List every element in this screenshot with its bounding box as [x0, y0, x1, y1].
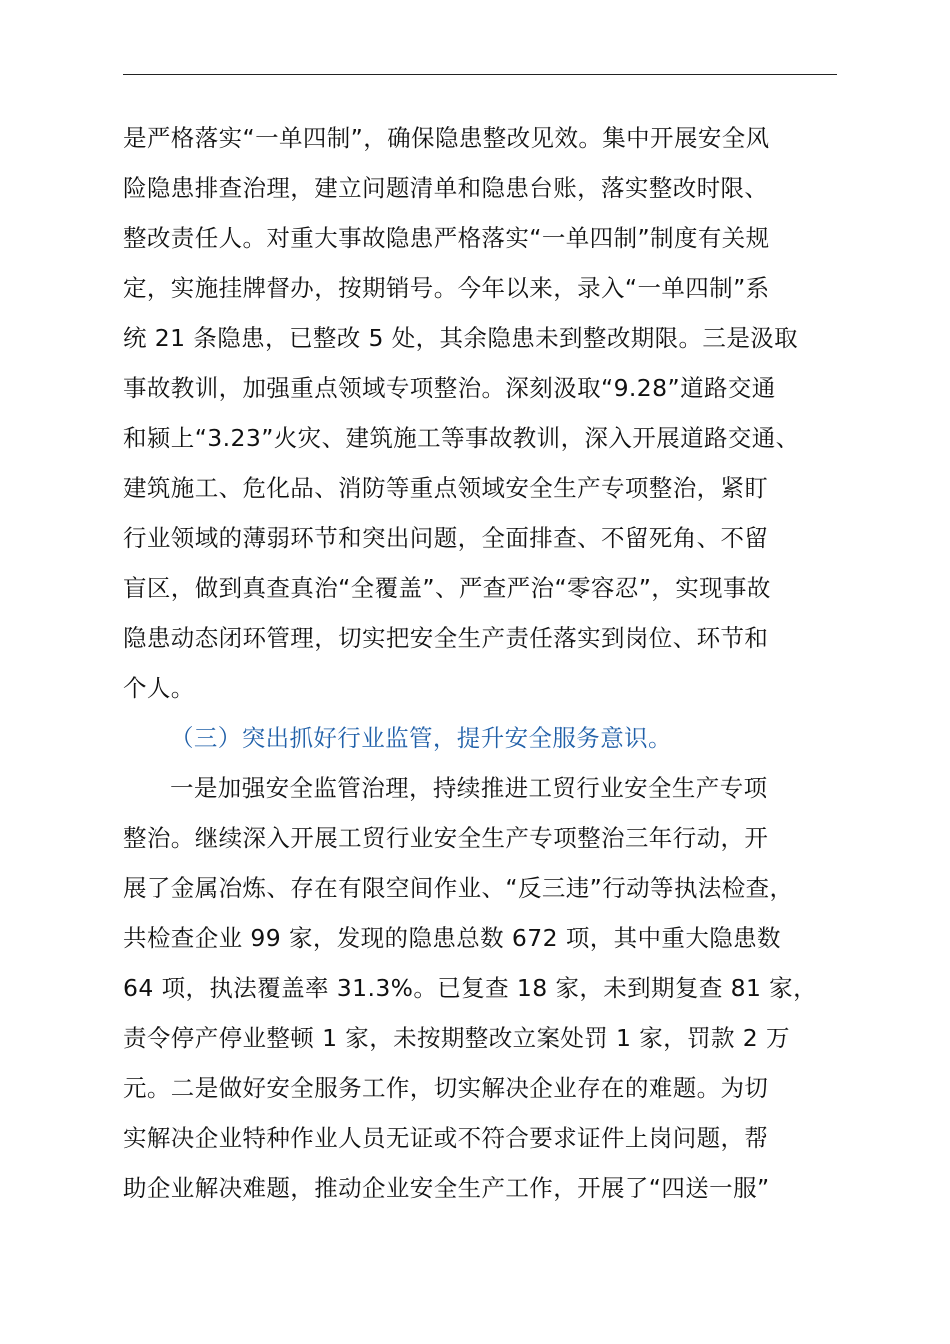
body-line: 整改责任人。对重大事故隐患严格落实“一单四制”制度有关规	[123, 224, 770, 252]
body-line: 一是加强安全监管治理，持续推进工贸行业安全生产专项	[170, 774, 768, 802]
body-line: 是严格落实“一单四制”，确保隐患整改见效。集中开展安全风	[123, 124, 770, 152]
body-line: 统 21 条隐患，已整改 5 处，其余隐患未到整改期限。三是汲取	[123, 324, 799, 352]
body-line: 事故教训，加强重点领域专项整治。深刻汲取“9.28”道路交通	[123, 374, 776, 402]
body-line: 定，实施挂牌督办，按期销号。今年以来，录入“一单四制”系	[123, 274, 770, 302]
body-line: 共检查企业 99 家，发现的隐患总数 672 项，其中重大隐患数	[123, 924, 781, 952]
header-rule	[123, 74, 837, 75]
body-line: 64 项，执法覆盖率 31.3%。已复查 18 家，未到期复查 81 家，	[123, 974, 817, 1002]
body-line: 行业领域的薄弱环节和突出问题，全面排查、不留死角、不留	[123, 524, 769, 552]
body-line: 实解决企业特种作业人员无证或不符合要求证件上岗问题，帮	[123, 1124, 769, 1152]
body-line: 盲区，做到真查真治“全覆盖”、严查严治“零容忍”，实现事故	[123, 574, 771, 602]
section-heading: （三）突出抓好行业监管，提升安全服务意识。	[170, 724, 672, 752]
body-line: 隐患动态闭环管理，切实把安全生产责任落实到岗位、环节和	[123, 624, 769, 652]
body-line: 和颍上“3.23”火灾、建筑施工等事故教训，深入开展道路交通、	[123, 424, 800, 452]
body-line: 建筑施工、危化品、消防等重点领域安全生产专项整治，紧盯	[123, 474, 769, 502]
body-line: 助企业解决难题，推动企业安全生产工作，开展了“四送一服”	[123, 1174, 770, 1202]
body-line: 展了金属冶炼、存在有限空间作业、“反三违”行动等执法检查，	[123, 874, 794, 902]
body-line: 元。二是做好安全服务工作，切实解决企业存在的难题。为切	[123, 1074, 769, 1102]
body-line: 险隐患排查治理，建立问题清单和隐患台账，落实整改时限、	[123, 174, 769, 202]
body-line: 责令停产停业整顿 1 家，未按期整改立案处罚 1 家，罚款 2 万	[123, 1024, 790, 1052]
body-line: 个人。	[123, 674, 195, 702]
body-line: 整治。继续深入开展工贸行业安全生产专项整治三年行动，开	[123, 824, 769, 852]
